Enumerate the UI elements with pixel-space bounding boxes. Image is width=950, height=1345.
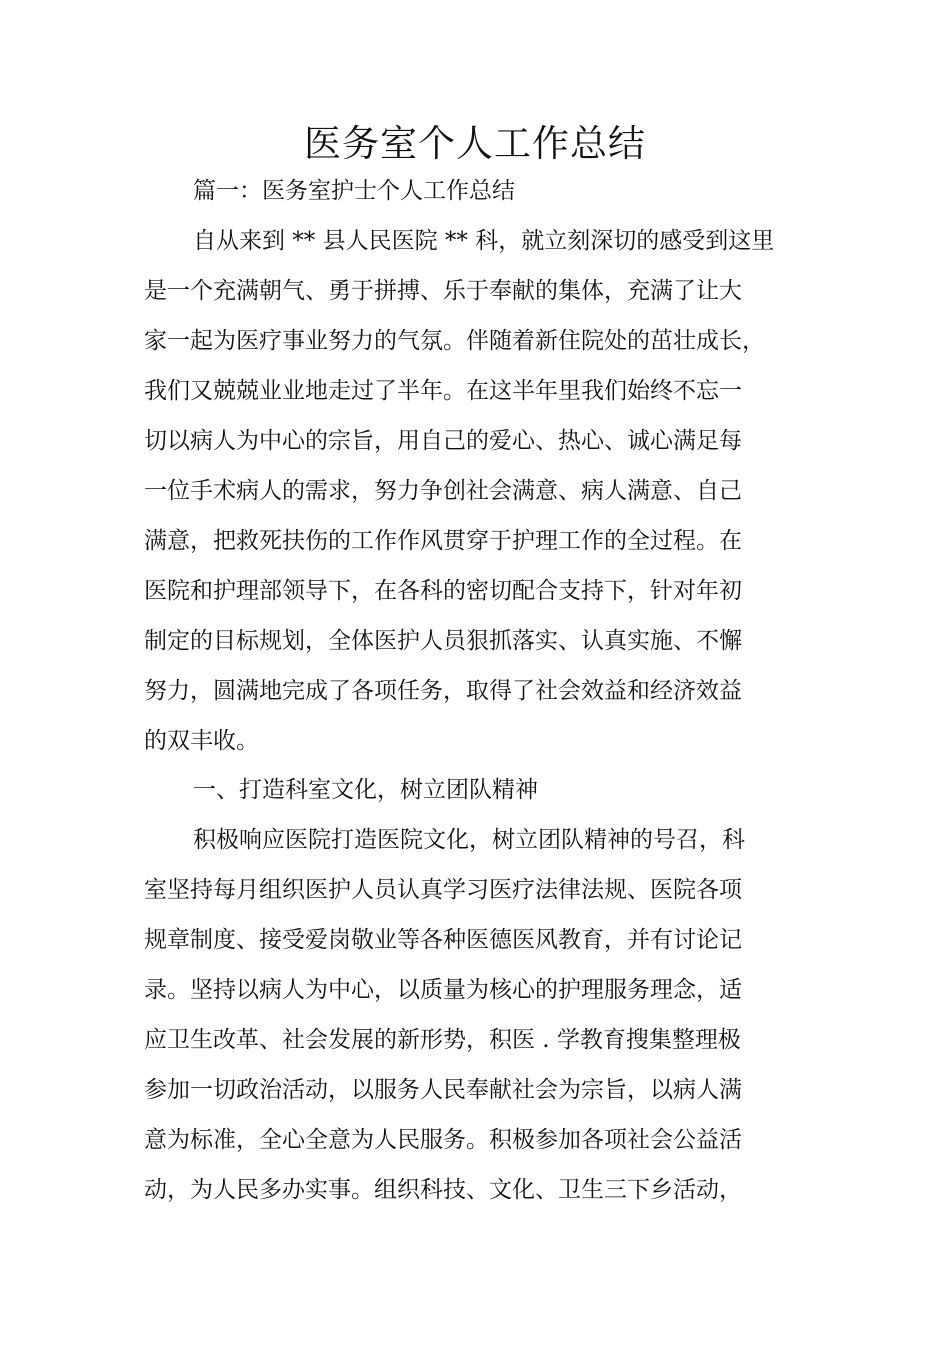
paragraph-line: 切以病人为中心的宗旨，用自己的爱心、热心、诚心满足每 (144, 428, 742, 454)
paragraph-line: 参加一切政治活动，以服务人民奉献社会为宗旨，以病人满 (144, 1077, 742, 1103)
paragraph-line: 自从来到 ** 县人民医院 ** 科，就立刻深切的感受到这里 (193, 228, 775, 254)
paragraph-line: 制定的目标规划，全体医护人员狠抓落实、认真实施、不懈 (144, 628, 742, 654)
paragraph-line: 的双丰收。 (144, 728, 259, 754)
paragraph-line: 我们又兢兢业业地走过了半年。在这半年里我们始终不忘一 (144, 378, 742, 404)
paragraph-line: 满意，把救死扶伤的工作作风贯穿于护理工作的全过程。在 (144, 528, 742, 554)
paragraph-line: 意为标准，全心全意为人民服务。积极参加各项社会公益活 (144, 1127, 742, 1153)
paragraph-line: 应卫生改革、社会发展的新形势，积医 . 学教育搜集整理极 (144, 1027, 741, 1053)
section-heading: 一、打造科室文化，树立团队精神 (193, 777, 538, 803)
paragraph-line: 是一个充满朝气、勇于拼搏、乐于奉献的集体，充满了让大 (144, 278, 742, 304)
paragraph-line: 努力，圆满地完成了各项任务，取得了社会效益和经济效益 (144, 678, 742, 704)
paragraph-line: 一位手术病人的需求，努力争创社会满意、病人满意、自己 (144, 478, 742, 504)
paragraph-line: 医院和护理部领导下，在各科的密切配合支持下，针对年初 (144, 578, 742, 604)
paragraph-line: 积极响应医院打造医院文化，树立团队精神的号召，科 (193, 827, 745, 853)
paragraph-line: 家一起为医疗事业努力的气氛。伴随着新住院处的茁壮成长， (144, 328, 765, 354)
paragraph-line: 室坚持每月组织医护人员认真学习医疗法律法规、医院各项 (144, 877, 742, 903)
document-title: 医务室个人工作总结 (304, 122, 646, 165)
section-heading: 篇一：医务室护士个人工作总结 (193, 178, 515, 204)
paragraph-line: 录。坚持以病人为中心，以质量为核心的护理服务理念，适 (144, 977, 742, 1003)
paragraph-line: 动，为人民多办实事。组织科技、文化、卫生三下乡活动， (144, 1177, 742, 1203)
paragraph-line: 规章制度、接受爱岗敬业等各种医德医风教育，并有讨论记 (144, 927, 742, 953)
